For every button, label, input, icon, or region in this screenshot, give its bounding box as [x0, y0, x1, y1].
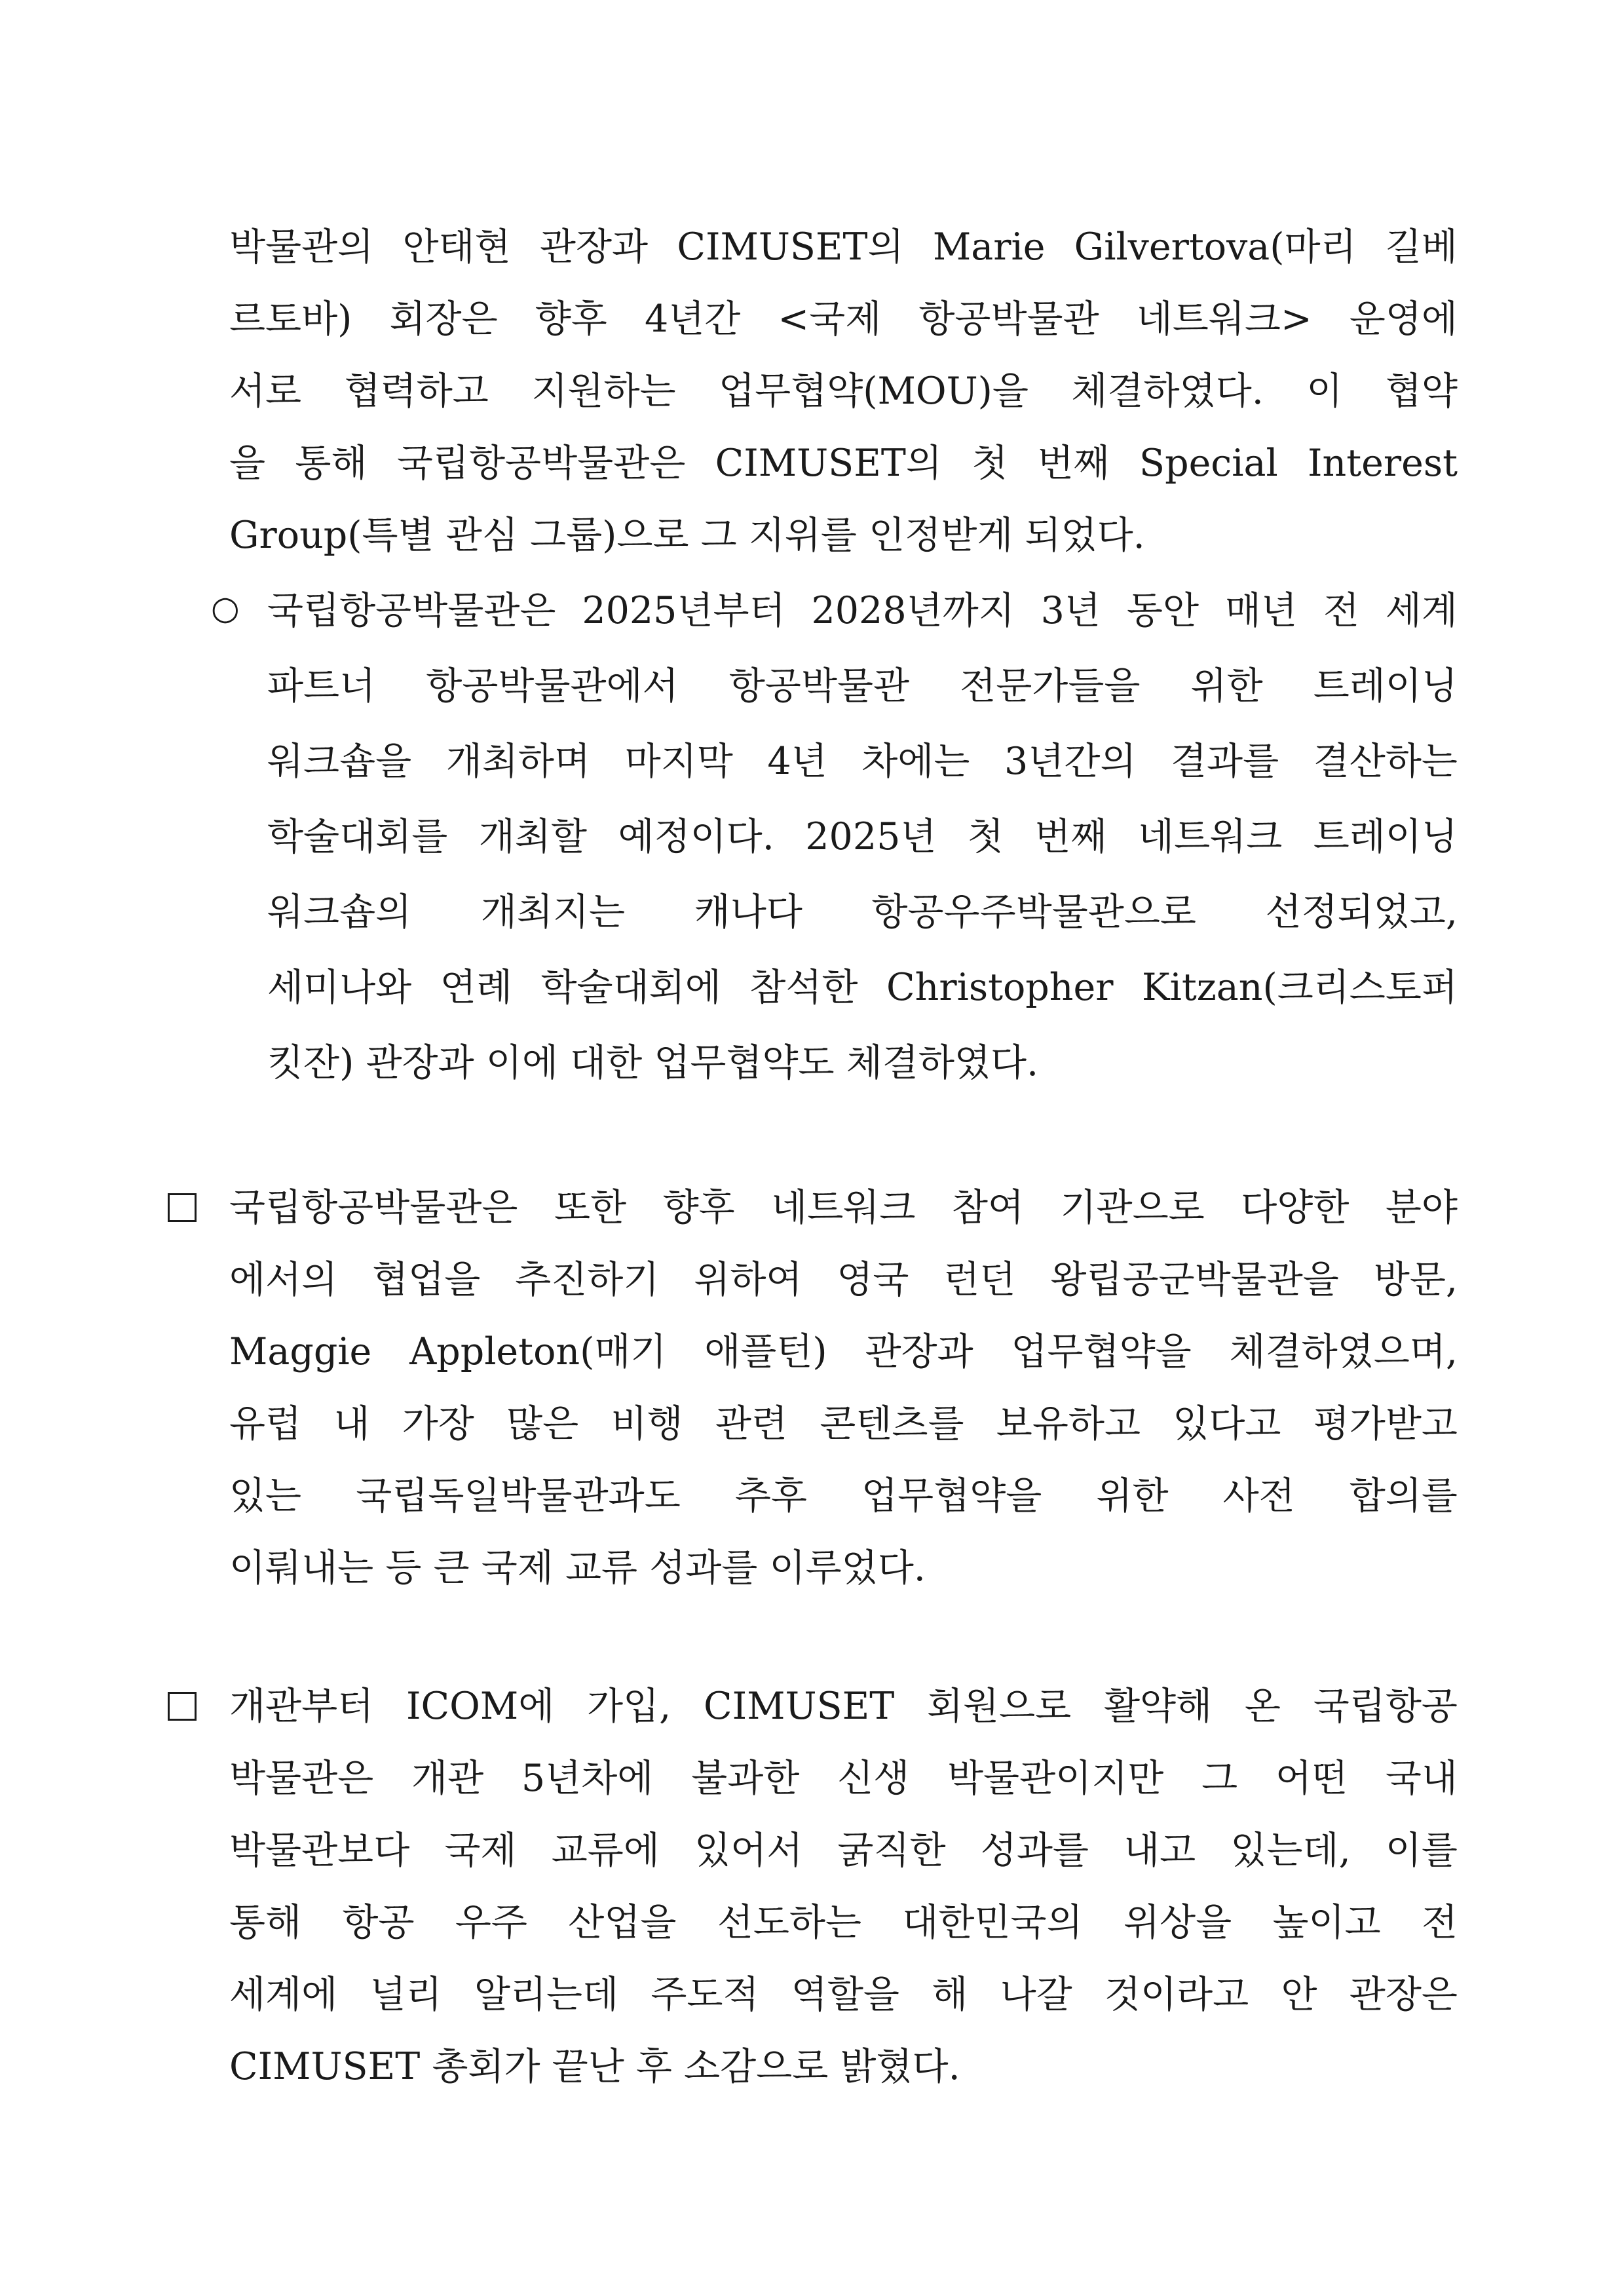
text-line: 서로 협력하고 지원하는 업무협약(MOU)을 체결하였다. 이 협약	[229, 370, 1458, 413]
text-line: 박물관의 안태현 관장과 CIMUSET의 Marie Gilvertova(마리 길베	[229, 225, 1458, 269]
text-line: 을 통해 국립항공박물관은 CIMUSET의 첫 번째 Special Interest	[229, 442, 1458, 485]
text-line: 박물관은 개관 5년차에 불과한 신생 박물관이지만 그 어떤 국내	[229, 1757, 1458, 1800]
text-line: 개관부터 ICOM에 가입, CIMUSET 회원으로 활약해 온 국립항공	[229, 1685, 1458, 1728]
text-line: 워크숍의 개최지는 캐나다 항공우주박물관으로 선정되었고,	[267, 890, 1458, 934]
text-line: 파트너 항공박물관에서 항공박물관 전문가들을 위한 트레이닝	[267, 664, 1458, 708]
text-line: 이뤄내는 등 큰 국제 교류 성과를 이루었다.	[229, 1546, 926, 1590]
text-line: 킷잔) 관장과 이에 대한 업무협약도 체결하였다.	[267, 1041, 1039, 1084]
text-line: 박물관보다 국제 교류에 있어서 굵직한 성과를 내고 있는데, 이를	[229, 1829, 1458, 1872]
text-line: Maggie Appleton(매기 애플턴) 관장과 업무협약을 체결하였으며,	[229, 1330, 1458, 1373]
text-line: 르토바) 회장은 향후 4년간 <국제 항공박물관 네트워크> 운영에	[229, 297, 1458, 341]
text-line: 있는 국립독일박물관과도 추후 업무협약을 위한 사전 합의를	[229, 1474, 1458, 1518]
text-line: 에서의 협업을 추진하기 위하여 영국 런던 왕립공군박물관을 방문,	[229, 1258, 1458, 1301]
square-bullet-icon	[168, 1692, 197, 1721]
text-line: 세미나와 연례 학술대회에 참석한 Christopher Kitzan(크리스토퍼	[267, 966, 1458, 1009]
text-line: 통해 항공 우주 산업을 선도하는 대한민국의 위상을 높이고 전	[229, 1901, 1458, 1944]
text-line: CIMUSET 총회가 끝난 후 소감으로 밝혔다.	[229, 2045, 960, 2088]
square-bullet-icon	[168, 1193, 197, 1222]
text-line: 세계에 널리 알리는데 주도적 역할을 해 나갈 것이라고 안 관장은	[229, 1973, 1458, 2016]
circle-bullet-icon: ○	[211, 589, 240, 627]
text-line: 학술대회를 개최할 예정이다. 2025년 첫 번째 네트워크 트레이닝	[267, 815, 1458, 858]
text-line: Group(특별 관심 그룹)으로 그 지위를 인정받게 되었다.	[229, 514, 1145, 557]
text-line: 국립항공박물관은 또한 향후 네트워크 참여 기관으로 다양한 분야	[229, 1186, 1458, 1229]
text-line: 유럽 내 가장 많은 비행 관련 콘텐츠를 보유하고 있다고 평가받고	[229, 1402, 1458, 1445]
text-line: 워크숍을 개최하며 마지막 4년 차에는 3년간의 결과를 결산하는	[267, 740, 1458, 783]
text-line: 국립항공박물관은 2025년부터 2028년까지 3년 동안 매년 전 세계	[267, 589, 1458, 632]
